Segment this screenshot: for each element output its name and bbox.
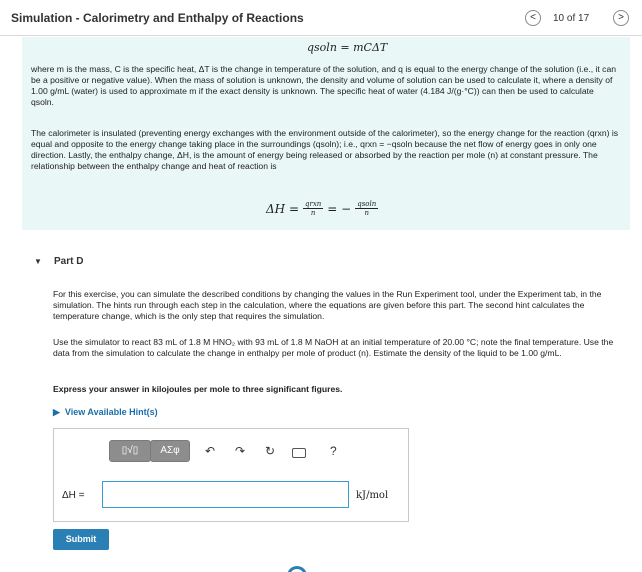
loading-spinner-icon: [287, 566, 307, 572]
keyboard-icon[interactable]: [292, 448, 306, 458]
answer-format-note: Express your answer in kilojoules per mole to three significant figures.: [53, 384, 343, 394]
part-label[interactable]: Part D: [54, 256, 84, 267]
part-question: Use the simulator to react 83 mL of 1.8 M HNO₂ with 93 mL of 1.8 M NaOH at an initial temperature of 20.00 °C; note the final temperature. Use the data from the simulation to calculate the change in enthalpy per mole of product (n). Estimate the density of the liquid to be 1.00 g/mL.: [53, 337, 614, 358]
part-instructions: For this exercise, you can simulate the described conditions by changing the values in the Run Experiment tool, under the Experiment tab, in the simulation. The hints run through each step in the calculation, where the equations are given before this part. The second hint calculates the temperature change, which is the only step that requires the simulation.: [53, 289, 602, 321]
enthalpy-lhs: ΔH =: [266, 201, 299, 216]
intro-paragraph-2: The calorimeter is insulated (preventing energy exchanges with the environment outside of the calorimeter), so the energy change for the reaction (qrxn) is equal and opposite to the energy change taking place in the surroundings (qsoln); i.e., qrxn = −qsoln because the net flow of energy goes in only one direction. Lastly, the enthalpy change, ΔH, is the amount of energy being released or absorbed by the reaction per mole (n) at constant pressure. The relationship between the enthalpy change and heat of reaction is: [31, 128, 619, 171]
intro-panel: [22, 37, 630, 230]
fraction-qsoln: $\frac{\text{qsoln}}{n}$: [357, 200, 377, 217]
page-counter: 10 of 17: [553, 13, 590, 24]
previous-page-button[interactable]: <: [525, 10, 541, 26]
expand-triangle-icon: ▶: [53, 407, 60, 417]
enthalpy-equation: [266, 200, 378, 217]
answer-box: [53, 428, 409, 522]
answer-input[interactable]: [102, 481, 349, 508]
answer-label: ΔH =: [62, 490, 85, 501]
help-icon[interactable]: ?: [330, 444, 337, 458]
templates-button[interactable]: ▯√▯: [109, 440, 151, 462]
fraction-qrxn: $\frac{\text{qrxn}}{n}$: [305, 200, 322, 217]
next-page-button[interactable]: >: [613, 10, 629, 26]
heat-equation: qsoln = mCΔT: [307, 41, 388, 54]
intro-paragraph-1: where m is the mass, C is the specific heat, ΔT is the change in temperature of the solution, and q is equal to the energy change of the solution (i.e., it can be a positive or negative value). When the mass of solution is unknown, the density and volume of solution can be used to calculate it, where a density of 1.00 g/mL (water) is used to approximate m if the exact density is unknown. The specific heat of water (4.184 J/(g·°C)) can then be used to calculate qsoln.: [31, 64, 617, 107]
page-title: Simulation - Calorimetry and Enthalpy of Reactions: [11, 11, 304, 25]
redo-icon[interactable]: ↷: [235, 444, 246, 458]
reset-icon[interactable]: ↻: [265, 444, 276, 458]
answer-unit: kJ/mol: [356, 490, 389, 501]
view-hints-link[interactable]: [53, 407, 158, 418]
submit-button[interactable]: Submit: [53, 529, 109, 550]
greek-symbols-button[interactable]: ΑΣφ: [150, 440, 190, 462]
enthalpy-mid: = −: [327, 201, 352, 216]
collapse-triangle-icon[interactable]: ▼: [34, 257, 42, 266]
header-bar: [0, 0, 642, 36]
hint-link-label: View Available Hint(s): [64, 407, 158, 417]
undo-icon[interactable]: ↶: [205, 444, 216, 458]
